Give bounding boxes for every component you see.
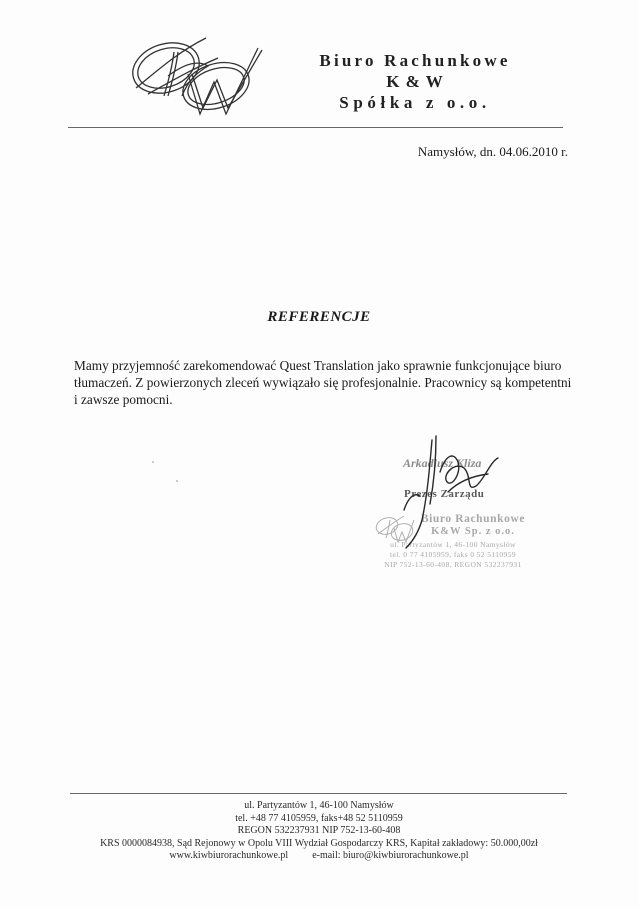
letter-body: Mamy przyjemność zarekomendować Quest Translation jako sprawnie funkcjonujące biuro tłumaczeń. Z powierzonych zleceń wywiązało się profesjonalnie. Pracownicy są kompetentni i zawsze pomocni. — [74, 358, 572, 407]
company-line-3: Spółka z o.o. — [339, 93, 491, 112]
header-divider — [68, 127, 563, 128]
footer-regon-nip: REGON 532237931 NIP 752-13-60-408 — [237, 825, 401, 836]
stamp-line-2: K&W Sp. z o.o. — [431, 526, 515, 537]
footer-krs: KRS 0000084938, Sąd Rejonowy w Opolu VIII Wydział Gospodarczy KRS, Kapitał zakładowy: 50.000,00zł — [100, 837, 538, 849]
footer-phone: tel. +48 77 4105959, faks+48 52 5110959 — [235, 812, 403, 824]
signatory-role: Prezes Zarządu — [404, 488, 485, 500]
handwritten-signature — [392, 432, 522, 552]
footer-address: ul. Partyzantów 1, 46-100 Namysłów — [244, 800, 394, 811]
footer-contact — [0, 850, 638, 863]
company-name — [290, 50, 540, 113]
letter-date: Namysłów, dn. 04.06.2010 r. — [417, 144, 568, 159]
footer-email-link[interactable]: e-mail: biuro@kiwbiurorachunkowe.pl — [312, 850, 469, 861]
footer-divider — [70, 793, 567, 794]
footer-website-link[interactable]: www.kiwbiurorachunkowe.pl — [169, 850, 289, 861]
stamp-line-4: tel. 0 77 4105959, faks 0 52 5110959 — [390, 550, 516, 559]
stamp-line-3: ul. Partyzantów 1, 46-100 Namysłów — [390, 540, 516, 549]
letter-title: REFERENCJE — [267, 309, 371, 325]
company-logo — [118, 30, 268, 122]
scan-speck — [152, 461, 154, 463]
company-line-1: Biuro Rachunkowe — [319, 51, 511, 70]
signatory-name: Arkadiusz Kliza — [403, 456, 482, 470]
stamp-line-5: NIP 752-13-60-408, REGON 532237931 — [384, 560, 522, 569]
company-line-2: K & W — [386, 72, 444, 91]
stamp-line-1: Biuro Rachunkowe — [420, 513, 526, 525]
letter-footer — [0, 800, 638, 863]
scan-speck — [176, 480, 178, 482]
